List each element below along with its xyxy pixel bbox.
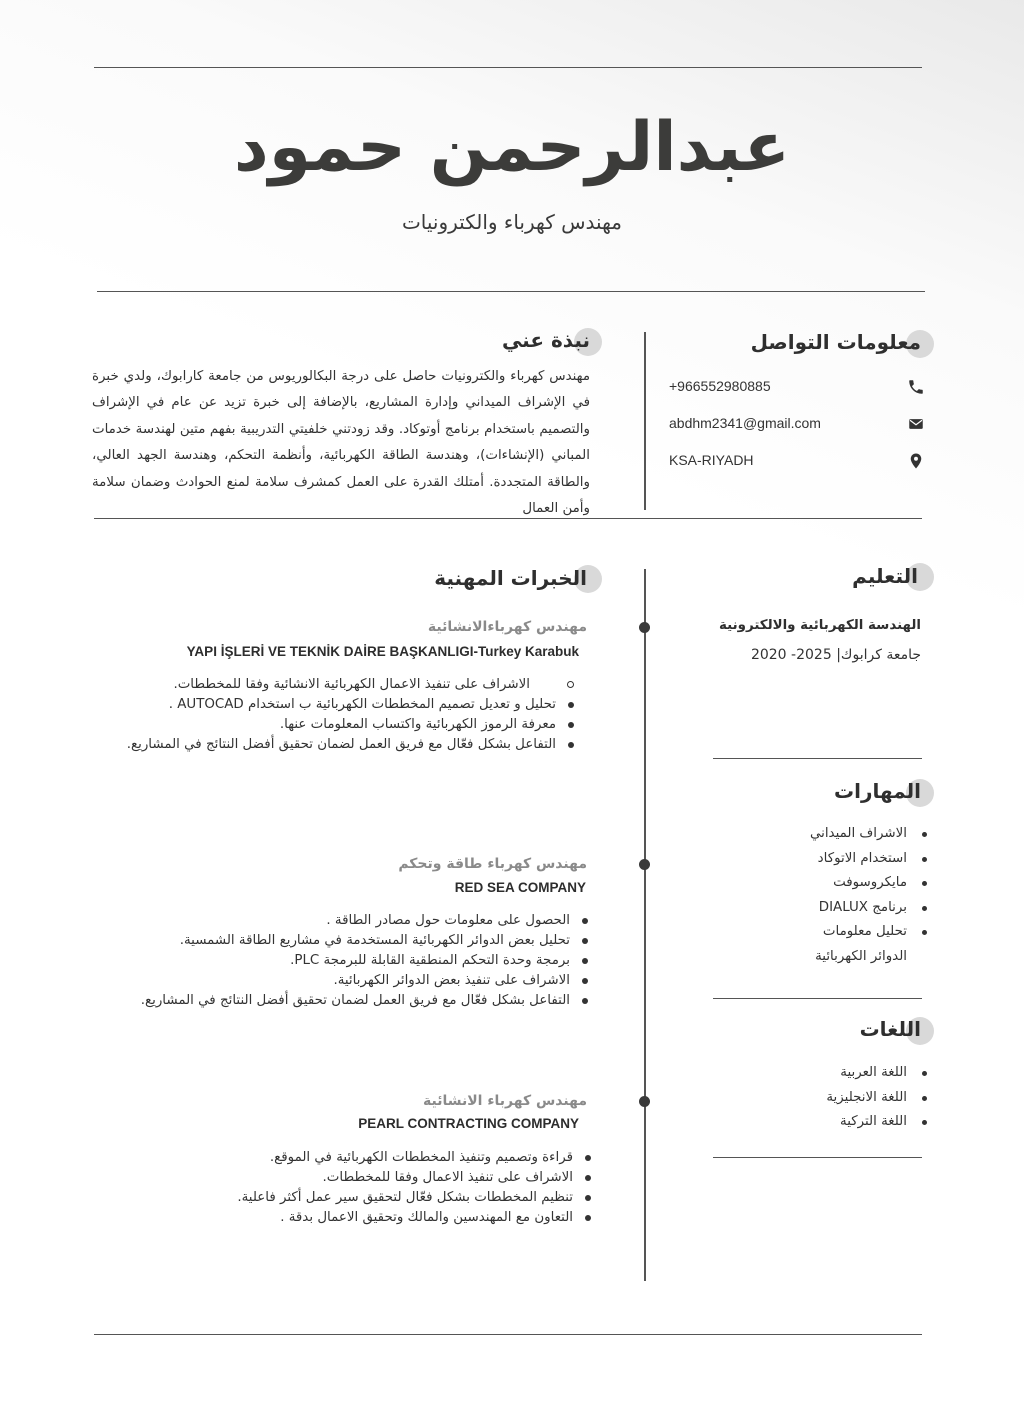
job-duties: [237, 1148, 595, 1228]
job-company: PEARL CONTRACTING COMPANY: [358, 1116, 579, 1131]
timeline-dot: [639, 622, 650, 633]
contact-email-row: [665, 413, 925, 437]
skills-bottom-rule: [713, 998, 922, 999]
list-item: تحليل و تعديل تصميم المخططات الكهربائية ب استخدام AUTOCAD .: [127, 695, 578, 715]
languages-list: [826, 1061, 931, 1135]
languages-bottom-rule: [713, 1157, 922, 1158]
timeline-dot: [639, 1096, 650, 1107]
envelope-icon: [907, 415, 925, 433]
list-item: معرفة الرموز الكهربائية واكتساب المعلومات عنها.: [127, 715, 578, 735]
list-item: اللغة العربية: [826, 1061, 931, 1086]
candidate-name: عبدالرحمن حمود: [233, 108, 791, 187]
top-rule: [94, 67, 922, 68]
list-item: التفاعل بشكل فعّال مع فريق العمل لضمان تحقيق أفضل النتائج في المشاريع.: [141, 991, 592, 1011]
list-item: برنامج DIALUX: [810, 896, 931, 921]
job-role: مهندس كهرباء الانشائية: [423, 1093, 587, 1109]
languages-title: اللغات: [859, 1017, 921, 1041]
contact-location-row: [665, 450, 925, 474]
list-item: اللغة الانجليزية: [826, 1086, 931, 1111]
list-item: استخدام الاتوكاد: [810, 847, 931, 872]
list-item: الدوائر الكهربائية: [815, 948, 907, 964]
list-item: تحليل معلومات: [810, 920, 931, 945]
list-item: قراءة وتصميم وتنفيذ المخططات الكهربائية في الموقع.: [237, 1148, 595, 1168]
skills-list: [810, 822, 931, 969]
list-item: تنظيم المخططات بشكل فعّال لتحقيق سير عمل أكثر فاعلية.: [237, 1188, 595, 1208]
contact-title: معلومات التواصل: [750, 330, 921, 354]
job-role: مهندس كهرباءالانشائية: [427, 619, 587, 635]
phone-value[interactable]: +966552980885: [669, 378, 771, 394]
education-bottom-rule: [713, 758, 922, 759]
contact-phone-row: [665, 376, 925, 400]
map-pin-icon: [907, 452, 925, 470]
job-duties: [141, 911, 592, 1011]
job-company: YAPI İŞLERİ VE TEKNİK DAİRE BAŞKANLIGI-Turkey Karabuk: [186, 644, 579, 659]
timeline-dot: [639, 859, 650, 870]
list-item: اللغة التركية: [826, 1110, 931, 1135]
education-degree: الهندسة الكهربائية والالكترونية: [719, 618, 921, 633]
job-role: مهندس كهرباء طاقة وتحكم: [398, 856, 587, 872]
location-value: KSA-RIYADH: [669, 452, 754, 468]
skills-title: المهارات: [834, 779, 921, 803]
bottom-rule: [94, 1334, 922, 1335]
phone-icon: [907, 378, 925, 396]
header-bottom-rule: [97, 291, 925, 292]
about-paragraph: مهندس كهرباء والكترونيات حاصل على درجة البكالوريوس من جامعة كارابوك، ولدي خبرة في الإشراف الميداني وإدارة المشاريع، بالإضافة إلى خبرة تزيد عن عام في الإشراف والتصميم باستخدام برنامج أوتوكاد. وقد زودتني خلفيتي التدريبية بفهم متين لهندسة خدمات المباني (الإنشاءات)، وهندسة الطاقة الكهربائية، وأنظمة التحكم، وهندسة الجهد العالي، والطاقة المتجددة. أمتلك القدرة على العمل كمشرف سلامة لمنع الحوادث وضمان سلامة وأمن العمال: [92, 369, 590, 517]
job-duties: [127, 675, 578, 755]
job-company: RED SEA COMPANY: [454, 880, 586, 895]
list-item: الاشراف الميداني: [810, 822, 931, 847]
education-title: التعليم: [852, 564, 918, 588]
list-item: تحليل بعض الدوائر الكهربائية المستخدمة في مشاريع الطاقة الشمسية.: [141, 931, 592, 951]
list-item: الاشراف على تنفيذ الاعمال الكهربائية الانشائية وفقا للمخططات.: [127, 675, 578, 695]
timeline-line: [644, 569, 646, 1281]
about-contact-divider: [644, 332, 646, 510]
about-bottom-rule: [94, 518, 922, 519]
email-value[interactable]: abdhm2341@gmail.com: [669, 415, 821, 431]
list-item: الحصول على معلومات حول مصادر الطاقة .: [141, 911, 592, 931]
list-item: التفاعل بشكل فعّال مع فريق العمل لضمان تحقيق أفضل النتائج في المشاريع.: [127, 735, 578, 755]
list-item: مايكروسوفت: [810, 871, 931, 896]
list-item: برمجة وحدة التحكم المنطقية القابلة للبرمجة PLC.: [141, 951, 592, 971]
list-item: التعاون مع المهندسين والمالك وتحقيق الاعمال بدقة .: [237, 1208, 595, 1228]
list-item: الاشراف على تنفيذ بعض الدوائر الكهربائية.: [141, 971, 592, 991]
about-title: نبذة عني: [501, 328, 590, 352]
list-item: الاشراف على تنفيذ الاعمال وفقا للمخططات.: [237, 1168, 595, 1188]
experience-title: الخبرات المهنية: [434, 566, 587, 590]
job-subtitle: مهندس كهرباء والكترونيات: [401, 210, 623, 234]
education-school: جامعة كرابوك| 2025- 2020: [750, 647, 921, 663]
